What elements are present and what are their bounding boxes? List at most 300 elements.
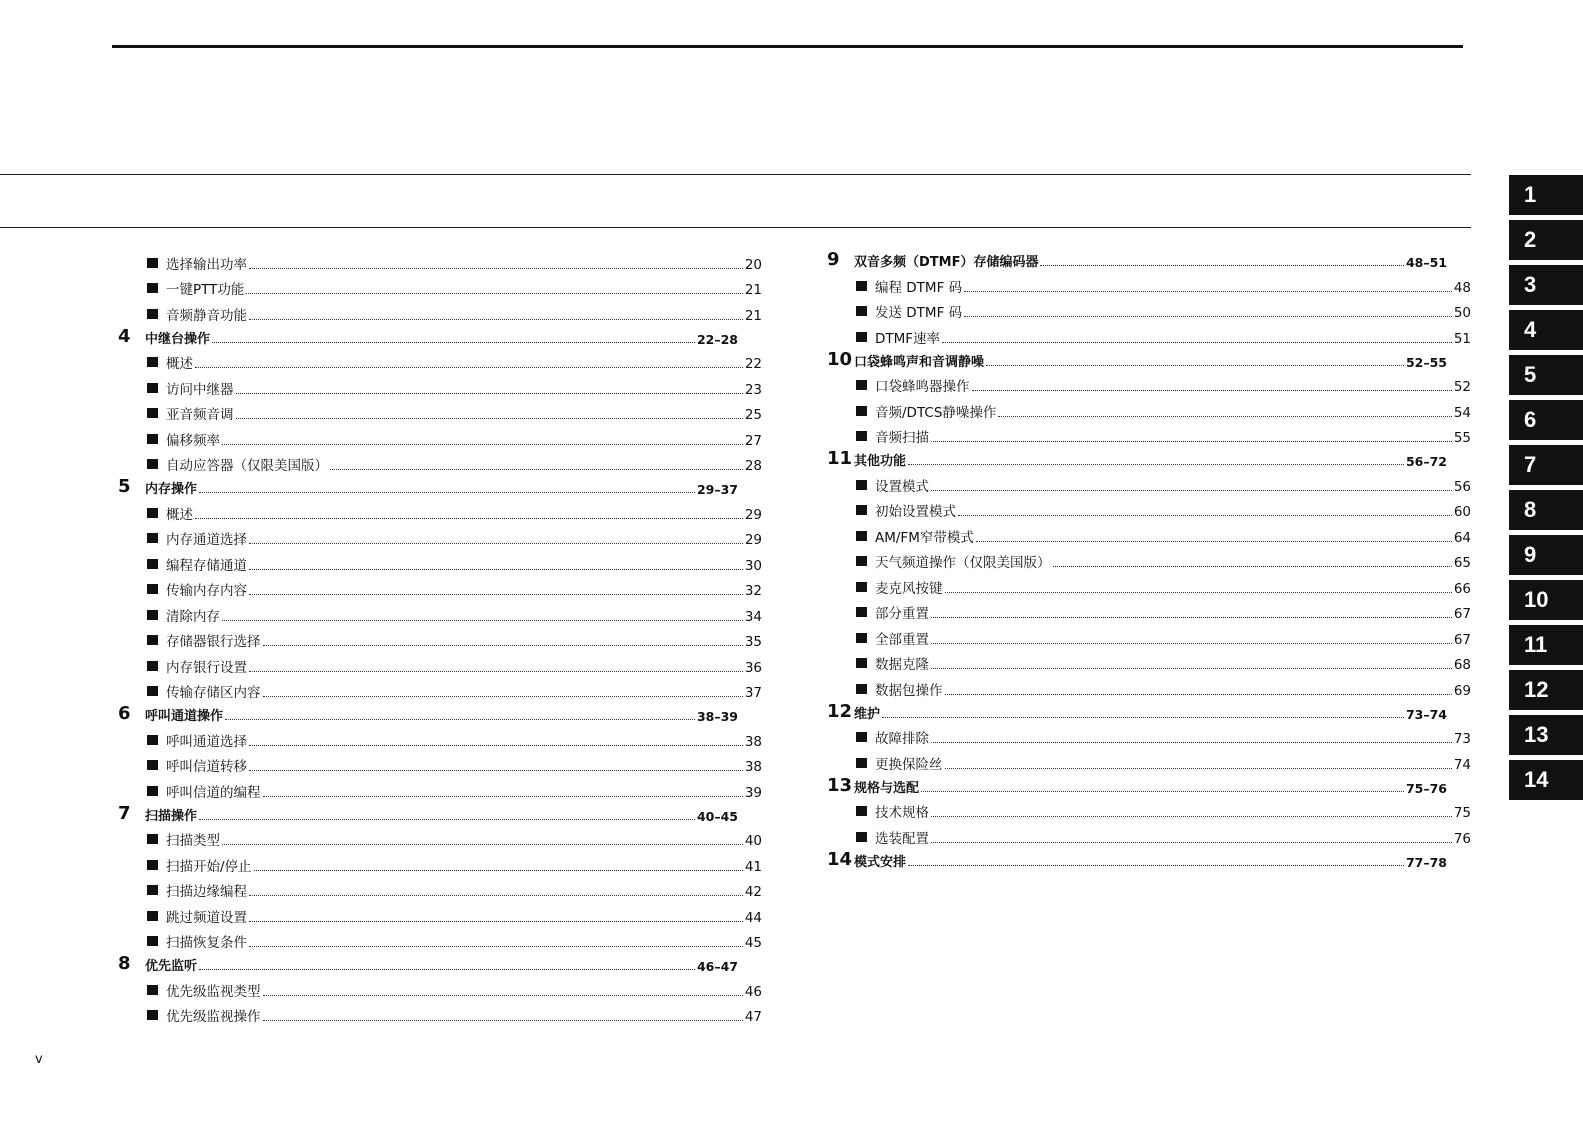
toc-item-row[interactable] <box>827 296 1471 322</box>
leader-dots <box>263 695 743 697</box>
item-title: 扫描开始/停止 <box>166 858 252 875</box>
item-title: 音频静音功能 <box>166 307 247 324</box>
toc-section-row[interactable] <box>827 847 1471 870</box>
item-title: 选择输出功率 <box>166 256 247 273</box>
page-number: 74 <box>1453 756 1471 773</box>
chapter-tab-13[interactable]: 13 <box>1509 715 1583 755</box>
toc-item-row[interactable] <box>827 571 1471 597</box>
leader-dots <box>246 292 742 294</box>
leader-dots <box>212 341 695 343</box>
leader-dots <box>931 440 1452 442</box>
toc-item-row[interactable] <box>118 676 762 702</box>
toc-item-row[interactable] <box>118 724 762 750</box>
item-title: 内存通道选择 <box>166 532 247 548</box>
page-number: 47 <box>744 1009 762 1025</box>
page-number: 48 <box>1453 279 1471 296</box>
section-title: 优先监听 <box>145 959 198 974</box>
header-rule <box>112 45 1463 48</box>
square-bullet-icon <box>856 480 867 490</box>
item-title: 传输内存内容 <box>166 583 247 599</box>
leader-dots <box>199 818 695 820</box>
square-bullet-icon <box>147 760 158 770</box>
item-title: 优先级监视操作 <box>166 1009 261 1025</box>
item-title: 扫描恢复条件 <box>166 935 247 951</box>
toc-item-row[interactable] <box>827 495 1471 521</box>
toc-item-row[interactable] <box>118 1000 762 1026</box>
leader-dots <box>222 443 743 445</box>
page-number: 38 <box>744 733 762 750</box>
toc-item-row[interactable] <box>827 722 1471 748</box>
toc-item-row[interactable] <box>827 395 1471 421</box>
item-title: 音频/DTCS静噪操作 <box>875 404 997 421</box>
toc-item-row[interactable] <box>118 926 762 952</box>
section-title: 呼叫通道操作 <box>145 709 224 724</box>
square-bullet-icon <box>147 786 158 796</box>
leader-dots <box>942 341 1452 343</box>
item-title: 概述 <box>166 356 193 372</box>
toc-item-row[interactable] <box>118 900 762 926</box>
leader-dots <box>263 644 743 646</box>
page-number: 65 <box>1453 555 1471 571</box>
item-title: DTMF速率 <box>875 330 941 347</box>
chapter-tab-8[interactable]: 8 <box>1509 490 1583 530</box>
toc-item-row[interactable] <box>827 747 1471 773</box>
square-bullet-icon <box>856 658 867 668</box>
leader-dots <box>1053 565 1452 567</box>
header-band-top-line <box>0 174 1471 175</box>
square-bullet-icon <box>856 306 867 316</box>
leader-dots <box>964 290 1452 292</box>
chapter-tab-7[interactable]: 7 <box>1509 445 1583 485</box>
item-title: 扫描类型 <box>166 833 220 849</box>
page-number: 48–51 <box>1405 255 1447 270</box>
toc-item-row[interactable] <box>118 875 762 901</box>
square-bullet-icon <box>856 332 867 342</box>
section-title: 扫描操作 <box>145 808 198 824</box>
toc-item-row[interactable] <box>118 599 762 625</box>
square-bullet-icon <box>147 408 158 418</box>
page-number: 29 <box>744 532 762 548</box>
page-number: 27 <box>744 432 762 449</box>
item-title: 选装配置 <box>875 830 929 847</box>
page-number: 34 <box>744 608 762 625</box>
toc-right-column <box>827 247 1471 870</box>
page-number: 29–37 <box>696 482 738 497</box>
page-number: 25 <box>744 407 762 423</box>
square-bullet-icon <box>856 732 867 742</box>
chapter-tab-4[interactable]: 4 <box>1509 310 1583 350</box>
leader-dots <box>908 864 1404 866</box>
item-title: 麦克风按键 <box>875 580 943 597</box>
toc-item-row[interactable] <box>827 520 1471 546</box>
section-number: 14 <box>827 848 853 870</box>
item-title: 故障排除 <box>875 731 929 747</box>
section-title: 模式安排 <box>854 854 907 870</box>
page-number: 44 <box>744 909 762 926</box>
leader-dots <box>263 994 743 996</box>
leader-dots <box>225 718 695 720</box>
leader-dots <box>195 517 743 519</box>
square-bullet-icon <box>856 380 867 390</box>
page-number: 52–55 <box>1405 354 1447 370</box>
square-bullet-icon <box>147 584 158 594</box>
square-bullet-icon <box>147 885 158 895</box>
page-number: 56–72 <box>1405 454 1447 469</box>
square-bullet-icon <box>147 735 158 745</box>
square-bullet-icon <box>856 582 867 592</box>
page-number: 46 <box>744 983 762 1000</box>
leader-dots <box>249 542 743 544</box>
toc-item-row[interactable] <box>118 650 762 676</box>
page-number: 38–39 <box>696 709 738 724</box>
item-title: 呼叫信道的编程 <box>166 784 261 801</box>
square-bullet-icon <box>856 806 867 816</box>
square-bullet-icon <box>856 684 867 694</box>
square-bullet-icon <box>856 758 867 768</box>
page-number: 30 <box>744 557 762 574</box>
page-number: 39 <box>744 784 762 801</box>
section-title: 双音多频（DTMF）存储编码器 <box>854 255 1039 270</box>
square-bullet-icon <box>147 357 158 367</box>
leader-dots <box>249 894 743 896</box>
page-folio: v <box>35 1052 43 1067</box>
toc-item-row[interactable] <box>118 497 762 523</box>
page-number: 68 <box>1453 657 1471 673</box>
item-title: 亚音频音调 <box>166 407 234 423</box>
square-bullet-icon <box>147 661 158 671</box>
page-number: 36 <box>744 659 762 676</box>
chapter-tab-14[interactable]: 14 <box>1509 760 1583 800</box>
page-number: 38 <box>744 759 762 775</box>
square-bullet-icon <box>147 283 158 293</box>
page-number: 20 <box>744 256 762 273</box>
page-number: 41 <box>744 858 762 875</box>
header-band-bottom-line <box>0 227 1471 228</box>
leader-dots <box>249 267 743 269</box>
section-title: 口袋蜂鸣声和音调静噪 <box>854 354 985 370</box>
leader-dots <box>931 642 1452 644</box>
section-number: 9 <box>827 249 840 270</box>
toc-item-row[interactable] <box>118 347 762 373</box>
leader-dots <box>236 392 743 394</box>
item-title: 编程 DTMF 码 <box>875 279 963 296</box>
leader-dots <box>908 463 1404 465</box>
leader-dots <box>882 716 1404 718</box>
page-number: 35 <box>744 634 762 650</box>
chapter-tab-6[interactable]: 6 <box>1509 400 1583 440</box>
square-bullet-icon <box>147 936 158 946</box>
square-bullet-icon <box>147 383 158 393</box>
toc-item-row[interactable] <box>118 574 762 600</box>
page-number: 55 <box>1453 430 1471 446</box>
item-title: 数据克隆 <box>875 657 929 673</box>
leader-dots <box>249 670 743 672</box>
item-title: 偏移频率 <box>166 432 220 449</box>
leader-dots <box>263 795 743 797</box>
toc-item-row[interactable] <box>118 974 762 1000</box>
page-number: 76 <box>1453 830 1471 847</box>
square-bullet-icon <box>147 985 158 995</box>
item-title: 自动应答器（仅限美国版） <box>166 458 328 474</box>
toc-item-row[interactable] <box>118 548 762 574</box>
toc-item-row[interactable] <box>118 247 762 273</box>
square-bullet-icon <box>147 258 158 268</box>
section-number: 12 <box>827 700 853 722</box>
leader-dots <box>931 489 1452 491</box>
leader-dots <box>945 767 1452 769</box>
page-number: 40–45 <box>696 808 738 824</box>
leader-dots <box>195 366 743 368</box>
section-number: 5 <box>118 476 131 497</box>
page-number: 60 <box>1453 504 1471 520</box>
item-title: 概述 <box>166 506 193 523</box>
item-title: 清除内存 <box>166 608 220 625</box>
leader-dots <box>199 491 695 493</box>
toc-item-row[interactable] <box>827 469 1471 495</box>
square-bullet-icon <box>147 459 158 469</box>
square-bullet-icon <box>147 309 158 319</box>
page-number: 75–76 <box>1405 780 1447 796</box>
leader-dots <box>330 468 743 470</box>
square-bullet-icon <box>147 559 158 569</box>
section-title: 中继台操作 <box>145 331 211 347</box>
toc-item-row[interactable] <box>827 648 1471 674</box>
toc-section-row[interactable] <box>118 801 762 824</box>
toc-section-row[interactable] <box>118 701 762 724</box>
leader-dots <box>945 591 1452 593</box>
toc-item-row[interactable] <box>827 321 1471 347</box>
section-number: 8 <box>118 953 131 974</box>
leader-dots <box>976 540 1452 542</box>
chapter-tab-12[interactable]: 12 <box>1509 670 1583 710</box>
toc-item-row[interactable] <box>118 273 762 299</box>
toc-item-row[interactable] <box>118 625 762 651</box>
square-bullet-icon <box>856 832 867 842</box>
square-bullet-icon <box>147 434 158 444</box>
item-title: 设置模式 <box>875 478 929 495</box>
toc-section-row[interactable] <box>118 324 762 347</box>
toc-item-row[interactable] <box>827 370 1471 396</box>
square-bullet-icon <box>856 633 867 643</box>
item-title: AM/FM窄带模式 <box>875 529 974 546</box>
page-number: 73 <box>1453 731 1471 747</box>
toc-item-row[interactable] <box>827 821 1471 847</box>
item-title: 天气频道操作（仅限美国版） <box>875 555 1051 571</box>
page-number: 37 <box>744 685 762 701</box>
item-title: 技术规格 <box>875 805 929 821</box>
section-number: 7 <box>118 802 131 824</box>
toc-item-row[interactable] <box>827 597 1471 623</box>
leader-dots <box>972 389 1452 391</box>
toc-item-row[interactable] <box>118 423 762 449</box>
section-number: 11 <box>827 448 853 469</box>
toc-section-row[interactable] <box>827 699 1471 722</box>
leader-dots <box>931 841 1452 843</box>
item-title: 内存银行设置 <box>166 659 247 676</box>
chapter-tab-5[interactable]: 5 <box>1509 355 1583 395</box>
page-number: 64 <box>1453 529 1471 546</box>
leader-dots <box>931 616 1452 618</box>
page-number: 32 <box>744 583 762 599</box>
square-bullet-icon <box>147 860 158 870</box>
leader-dots <box>931 815 1452 817</box>
square-bullet-icon <box>147 508 158 518</box>
item-title: 一键PTT功能 <box>166 282 245 298</box>
toc-section-row[interactable] <box>827 773 1471 796</box>
page-number: 50 <box>1453 305 1471 321</box>
toc-section-row[interactable] <box>118 474 762 497</box>
item-title: 访问中继器 <box>166 381 234 398</box>
page-number: 67 <box>1453 631 1471 648</box>
toc-section-row[interactable] <box>827 247 1471 270</box>
square-bullet-icon <box>147 610 158 620</box>
section-title: 内存操作 <box>145 482 198 497</box>
item-title: 更换保险丝 <box>875 756 943 773</box>
page-number: 54 <box>1453 404 1471 421</box>
item-title: 编程存储通道 <box>166 557 247 574</box>
leader-dots <box>958 514 1452 516</box>
leader-dots <box>249 920 743 922</box>
page-number: 22 <box>744 356 762 372</box>
item-title: 呼叫信道转移 <box>166 759 247 775</box>
section-number: 6 <box>118 703 131 724</box>
chapter-tab-9[interactable]: 9 <box>1509 535 1583 575</box>
item-title: 音频扫描 <box>875 430 929 446</box>
page-number: 40 <box>744 833 762 849</box>
toc-item-row[interactable] <box>118 298 762 324</box>
toc-item-row[interactable] <box>118 849 762 875</box>
toc-item-row[interactable] <box>827 421 1471 447</box>
page-number: 28 <box>744 458 762 474</box>
leader-dots <box>249 568 743 570</box>
item-title: 数据包操作 <box>875 682 943 699</box>
item-title: 优先级监视类型 <box>166 983 261 1000</box>
toc-item-row[interactable] <box>827 546 1471 572</box>
page-number: 46–47 <box>696 959 738 974</box>
chapter-tab-3[interactable]: 3 <box>1509 265 1583 305</box>
section-title: 其他功能 <box>854 454 907 469</box>
leader-dots <box>263 1019 743 1021</box>
toc-item-row[interactable] <box>118 775 762 801</box>
square-bullet-icon <box>147 635 158 645</box>
leader-dots <box>931 667 1452 669</box>
leader-dots <box>964 315 1452 317</box>
square-bullet-icon <box>856 406 867 416</box>
leader-dots <box>249 945 743 947</box>
leader-dots <box>249 593 743 595</box>
section-number: 4 <box>118 325 131 347</box>
item-title: 呼叫通道选择 <box>166 733 247 750</box>
page-number: 42 <box>744 884 762 900</box>
chapter-tabs <box>1509 175 1583 805</box>
toc-item-row[interactable] <box>827 796 1471 822</box>
leader-dots <box>945 693 1452 695</box>
item-title: 传输存储区内容 <box>166 685 261 701</box>
toc-item-row[interactable] <box>827 270 1471 296</box>
page-number: 52 <box>1453 379 1471 395</box>
square-bullet-icon <box>856 531 867 541</box>
toc-item-row[interactable] <box>827 673 1471 699</box>
item-title: 跳过频道设置 <box>166 909 247 926</box>
item-title: 初始设置模式 <box>875 504 956 520</box>
square-bullet-icon <box>856 505 867 515</box>
chapter-tab-10[interactable]: 10 <box>1509 580 1583 620</box>
chapter-tab-11[interactable]: 11 <box>1509 625 1583 665</box>
section-number: 13 <box>827 774 853 796</box>
square-bullet-icon <box>147 834 158 844</box>
chapter-tab-1[interactable]: 1 <box>1509 175 1583 215</box>
item-title: 存储器银行选择 <box>166 634 261 650</box>
square-bullet-icon <box>856 431 867 441</box>
toc-left-column <box>118 247 762 1025</box>
page-number: 21 <box>744 307 762 324</box>
leader-dots <box>254 869 743 871</box>
toc-item-row[interactable] <box>118 398 762 424</box>
toc-section-row[interactable] <box>118 951 762 974</box>
section-title: 维护 <box>854 706 881 722</box>
page-number: 22–28 <box>696 331 738 347</box>
item-title: 口袋蜂鸣器操作 <box>875 379 970 395</box>
page-number: 69 <box>1453 682 1471 699</box>
page-number: 77–78 <box>1405 854 1447 870</box>
leader-dots <box>236 417 743 419</box>
toc-section-row[interactable] <box>827 446 1471 469</box>
section-title: 规格与选配 <box>854 780 920 796</box>
page-number: 45 <box>744 935 762 951</box>
leader-dots <box>998 415 1451 417</box>
page-number: 66 <box>1453 580 1471 597</box>
toc-item-row[interactable] <box>118 750 762 776</box>
leader-dots <box>249 318 743 320</box>
toc-item-row[interactable] <box>118 824 762 850</box>
toc-item-row[interactable] <box>827 622 1471 648</box>
chapter-tab-2[interactable]: 2 <box>1509 220 1583 260</box>
toc-item-row[interactable] <box>118 523 762 549</box>
leader-dots <box>199 968 695 970</box>
leader-dots <box>921 790 1404 792</box>
page-number: 21 <box>744 282 762 298</box>
leader-dots <box>249 769 743 771</box>
item-title: 全部重置 <box>875 631 929 648</box>
page-number: 67 <box>1453 606 1471 622</box>
item-title: 扫描边缘编程 <box>166 884 247 900</box>
page-number: 29 <box>744 506 762 523</box>
leader-dots <box>931 741 1452 743</box>
page-number: 73–74 <box>1405 706 1447 722</box>
page-number: 51 <box>1453 330 1471 347</box>
square-bullet-icon <box>147 686 158 696</box>
leader-dots <box>986 364 1404 366</box>
square-bullet-icon <box>856 607 867 617</box>
page-number: 75 <box>1453 805 1471 821</box>
section-number: 10 <box>827 348 853 370</box>
leader-dots <box>222 619 743 621</box>
square-bullet-icon <box>856 281 867 291</box>
toc-section-row[interactable] <box>827 347 1471 370</box>
leader-dots <box>249 744 743 746</box>
page-number: 23 <box>744 381 762 398</box>
toc-item-row[interactable] <box>118 449 762 475</box>
item-title: 部分重置 <box>875 606 929 622</box>
item-title: 发送 DTMF 码 <box>875 305 963 321</box>
leader-dots <box>222 843 743 845</box>
toc-item-row[interactable] <box>118 372 762 398</box>
leader-dots <box>1040 264 1403 266</box>
square-bullet-icon <box>856 556 867 566</box>
page-number: 56 <box>1453 478 1471 495</box>
square-bullet-icon <box>147 533 158 543</box>
square-bullet-icon <box>147 1010 158 1020</box>
